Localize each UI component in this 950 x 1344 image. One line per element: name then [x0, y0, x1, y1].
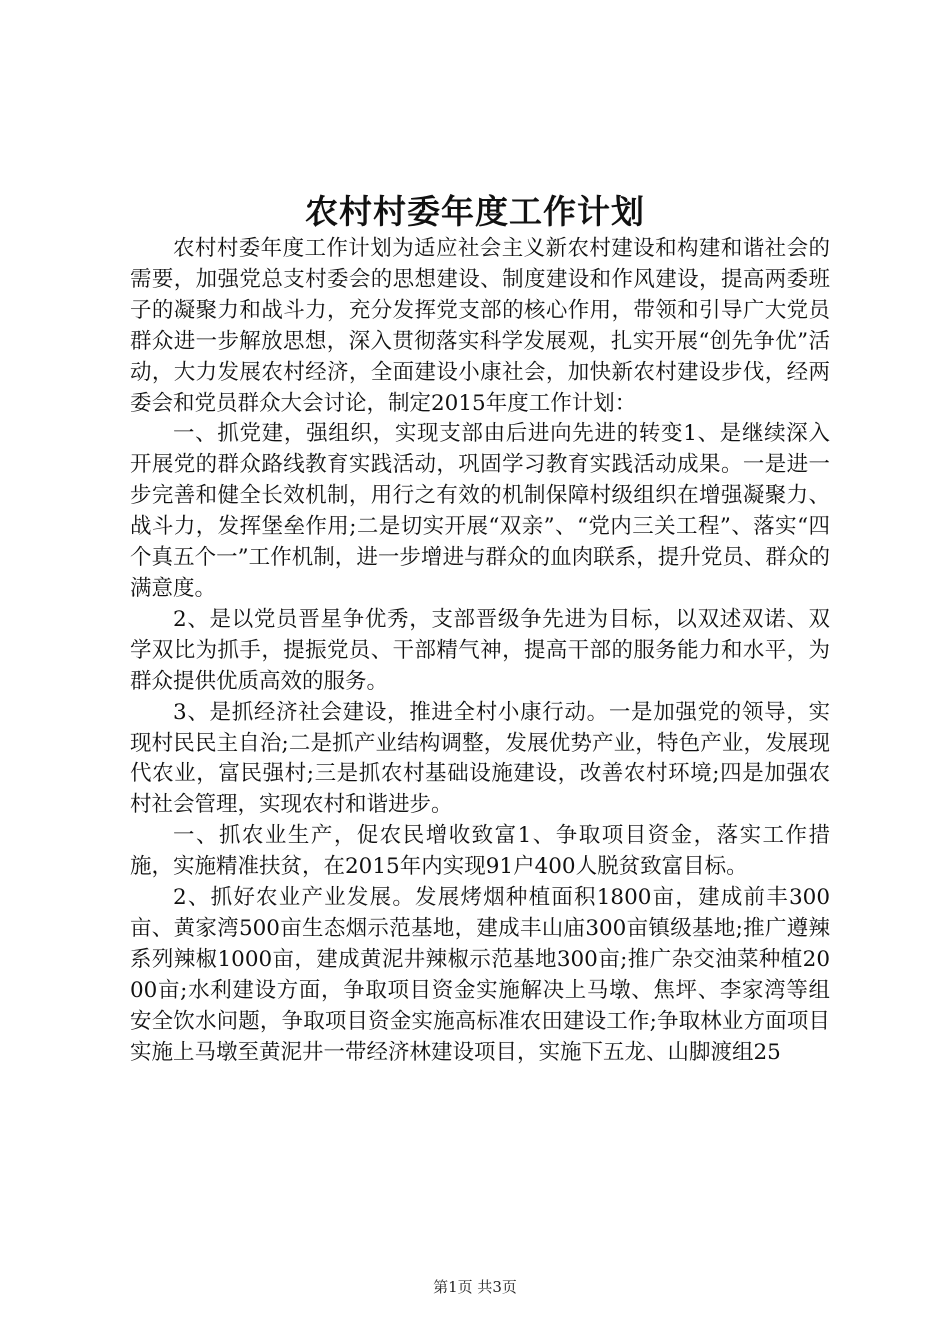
paragraph-party-building: 一、抓党建，强组织，实现支部由后进向先进的转变1、是继续深入开展党的群众路线教育实践活动，巩固学习教育实践活动成果。一是进一步完善和健全长效机制，用行之有效的机制保障村级组织在增强凝聚力、战斗力，发挥堡垒作用;二是切实开展“双亲”、“党内三关工程”、落实“四个真五个一”工作机制，进一步增进与群众的血肉联系，提升党员、群众的满意度。: [130, 421, 830, 601]
paragraph-item-3: 3、是抓经济社会建设，推进全村小康行动。一是加强党的领导，实现村民民主自治;二是抓产业结构调整，发展优势产业，特色产业，发展现代农业，富民强村;三是抓农村基础设施建设，改善农村环境;四是加强农村社会管理，实现农村和谐进步。: [130, 699, 830, 818]
paragraph-intro: 农村村委年度工作计划为适应社会主义新农村建设和构建和谐社会的需要，加强党总支村委会的思想建设、制度建设和作风建设，提高两委班子的凝聚力和战斗力，充分发挥党支部的核心作用，带领和引导广大党员群众进一步解放思想，深入贯彻落实科学发展观，扎实开展“创先争优”活动，大力发展农村经济，全面建设小康社会，加快新农村建设步伐，经两委会和党员群众大会讨论，制定2015年度工作计划：: [130, 236, 830, 416]
paragraph-industry-development: 2、抓好农业产业发展。发展烤烟种植面积1800亩，建成前丰300亩、黄家湾500亩生态烟示范基地，建成丰山庙300亩镇级基地;推广遵辣系列辣椒1000亩，建成黄泥井辣椒示范基地300亩;推广杂交油菜种植2000亩;水利建设方面，争取项目资金实施解决上马墩、焦坪、李家湾等组安全饮水问题，争取项目资金实施高标准农田建设工作;争取林业方面项目实施上马墩至黄泥井一带经济林建设项目，实施下五龙、山脚渡组25: [130, 885, 830, 1065]
page-number-footer: 第1页 共3页: [433, 1278, 517, 1296]
paragraph-agriculture: 一、抓农业生产，促农民增收致富1、争取项目资金，落实工作措施，实施精准扶贫，在2015年内实现91户400人脱贫致富目标。: [130, 823, 830, 880]
document-title: 农村村委年度工作计划: [305, 192, 645, 231]
document-body: [130, 234, 830, 1068]
paragraph-item-2: 2、是以党员晋星争优秀，支部晋级争先进为目标，以双述双诺、双学双比为抓手，提振党员、干部精气神，提高干部的服务能力和水平，为群众提供优质高效的服务。: [130, 606, 830, 694]
